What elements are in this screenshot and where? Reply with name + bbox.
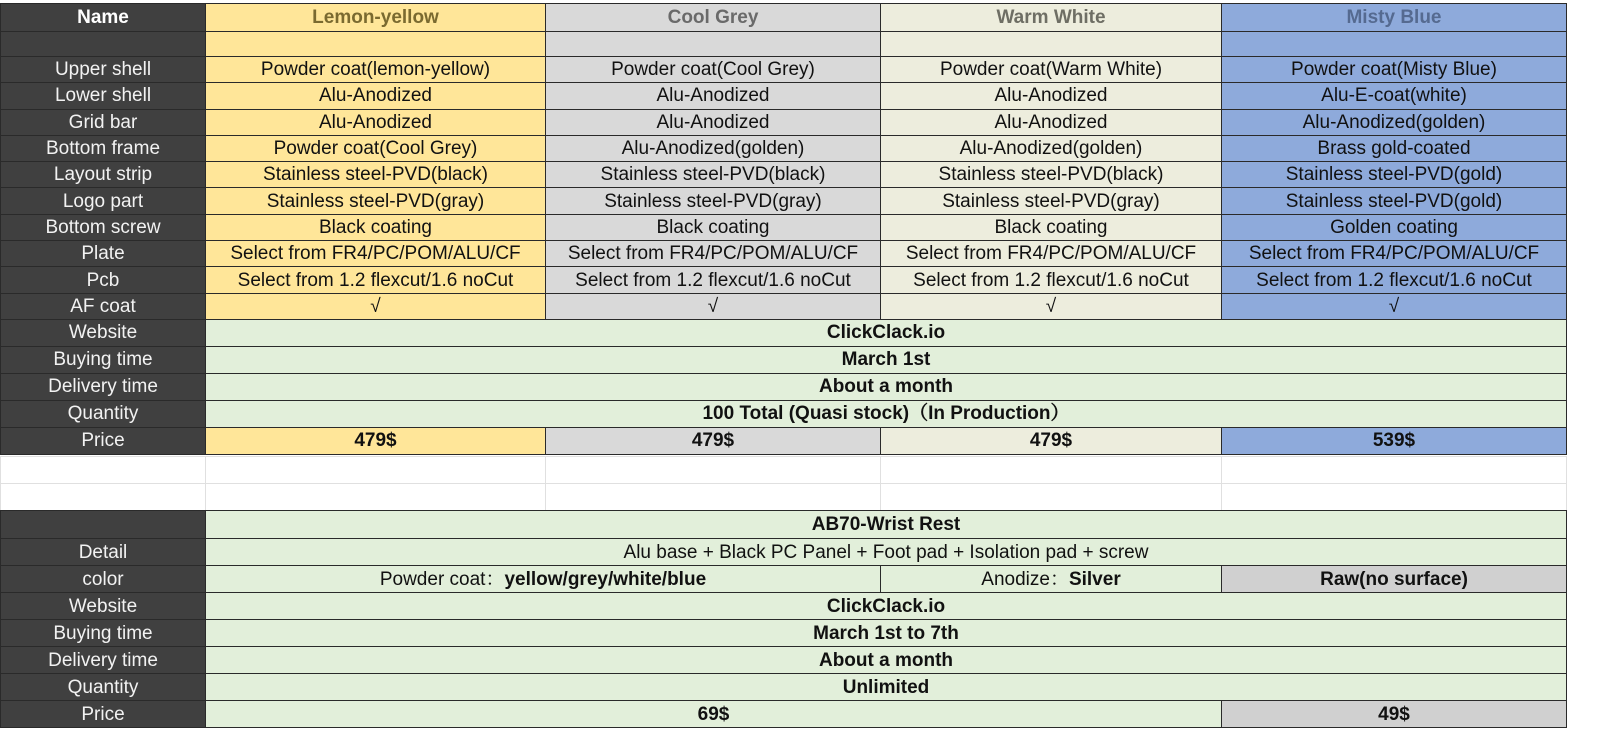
powder-coat-prefix: Powder coat： — [379, 568, 505, 590]
spec-row — [1, 162, 1567, 188]
blank-cell[interactable] — [546, 484, 881, 511]
blank-cell[interactable] — [1222, 484, 1567, 511]
empty-label-cell[interactable] — [1, 511, 206, 539]
spec-cell-warm-white[interactable]: Alu-Anodized(golden) — [881, 135, 1222, 161]
anodize-prefix: Anodize： — [981, 568, 1069, 590]
delivery-time-value[interactable]: About a month — [206, 373, 1567, 400]
price-warm-white[interactable]: 479$ — [881, 427, 1222, 454]
wrist-rest-title-row — [1, 511, 1567, 539]
blank-cell[interactable] — [206, 457, 546, 484]
buying-time-value[interactable]: March 1st — [206, 346, 1567, 373]
spec-label[interactable]: Plate — [1, 241, 206, 267]
spec-cell-lemon-yellow[interactable]: Black coating — [206, 214, 546, 240]
spec-cell-lemon-yellow[interactable]: Stainless steel-PVD(black) — [206, 162, 546, 188]
spec-cell-cool-grey[interactable]: Stainless steel-PVD(gray) — [546, 188, 881, 214]
col-header-warm-white[interactable]: Warm White — [881, 4, 1222, 32]
delivery-time-label[interactable]: Delivery time — [1, 647, 206, 674]
spec-cell-warm-white[interactable]: Powder coat(Warm White) — [881, 57, 1222, 83]
spec-cell-cool-grey[interactable]: Select from 1.2 flexcut/1.6 noCut — [546, 267, 881, 293]
spec-row — [1, 83, 1567, 109]
website-value[interactable]: ClickClack.io — [206, 593, 1567, 620]
buying-time-label[interactable]: Buying time — [1, 620, 206, 647]
spec-label[interactable]: Pcb — [1, 267, 206, 293]
spec-cell-misty-blue[interactable]: Select from 1.2 flexcut/1.6 noCut — [1222, 267, 1567, 293]
blank-cell[interactable] — [1, 457, 206, 484]
spec-cell-lemon-yellow[interactable]: Powder coat(lemon-yellow) — [206, 57, 546, 83]
spec-label[interactable]: Layout strip — [1, 162, 206, 188]
blank-rows — [0, 456, 1567, 511]
spec-cell-misty-blue[interactable]: √ — [1222, 293, 1567, 319]
empty-cell[interactable] — [546, 32, 881, 57]
spec-label[interactable]: AF coat — [1, 293, 206, 319]
wr-quantity-row — [1, 674, 1567, 701]
spec-label[interactable]: Grid bar — [1, 109, 206, 135]
spec-cell-misty-blue[interactable]: Select from FR4/PC/POM/ALU/CF — [1222, 241, 1567, 267]
price-label[interactable]: Price — [1, 427, 206, 454]
wrist-rest-table — [0, 510, 1567, 728]
spec-cell-misty-blue[interactable]: Golden coating — [1222, 214, 1567, 240]
spec-cell-lemon-yellow[interactable]: Select from FR4/PC/POM/ALU/CF — [206, 241, 546, 267]
blank-cell[interactable] — [206, 484, 546, 511]
spec-cell-cool-grey[interactable]: Stainless steel-PVD(black) — [546, 162, 881, 188]
blank-cell[interactable] — [881, 484, 1222, 511]
blank-cell[interactable] — [1, 484, 206, 511]
spec-cell-lemon-yellow[interactable]: Stainless steel-PVD(gray) — [206, 188, 546, 214]
spec-cell-lemon-yellow[interactable]: Alu-Anodized — [206, 109, 546, 135]
spec-row — [1, 214, 1567, 240]
website-label[interactable]: Website — [1, 319, 206, 346]
spec-cell-warm-white[interactable]: Stainless steel-PVD(black) — [881, 162, 1222, 188]
spec-row — [1, 267, 1567, 293]
spec-cell-warm-white[interactable]: √ — [881, 293, 1222, 319]
website-label[interactable]: Website — [1, 593, 206, 620]
name-header[interactable]: Name — [1, 4, 206, 32]
spec-cell-misty-blue[interactable]: Powder coat(Misty Blue) — [1222, 57, 1567, 83]
spec-row — [1, 293, 1567, 319]
price-cool-grey[interactable]: 479$ — [546, 427, 881, 454]
detail-value[interactable]: Alu base + Black PC Panel + Foot pad + Isolation pad + screw — [206, 539, 1567, 566]
spec-label[interactable]: Logo part — [1, 188, 206, 214]
quantity-label[interactable]: Quantity — [1, 674, 206, 701]
spec-cell-cool-grey[interactable]: Black coating — [546, 214, 881, 240]
price-lemon-yellow[interactable]: 479$ — [206, 427, 546, 454]
buying-time-row — [1, 346, 1567, 373]
wr-delivery-time-row — [1, 647, 1567, 674]
buying-time-value[interactable]: March 1st to 7th — [206, 620, 1567, 647]
spec-label[interactable]: Bottom frame — [1, 135, 206, 161]
blank-row — [1, 457, 1567, 484]
spec-cell-lemon-yellow[interactable]: √ — [206, 293, 546, 319]
spec-cell-cool-grey[interactable]: √ — [546, 293, 881, 319]
spec-cell-lemon-yellow[interactable]: Select from 1.2 flexcut/1.6 noCut — [206, 267, 546, 293]
quantity-value[interactable]: 100 Total (Quasi stock)（In Production） — [206, 400, 1567, 427]
wr-buying-time-row — [1, 620, 1567, 647]
price-raw[interactable]: 49$ — [1222, 701, 1567, 728]
blank-cell[interactable] — [1222, 457, 1567, 484]
spec-cell-lemon-yellow[interactable]: Powder coat(Cool Grey) — [206, 135, 546, 161]
buying-time-label[interactable]: Buying time — [1, 346, 206, 373]
spec-label[interactable]: Bottom screw — [1, 214, 206, 240]
spec-cell-misty-blue[interactable]: Alu-Anodized(golden) — [1222, 109, 1567, 135]
spec-label[interactable]: Upper shell — [1, 57, 206, 83]
powder-coat-colors: yellow/grey/white/blue — [504, 568, 707, 590]
spec-cell-cool-grey[interactable]: Select from FR4/PC/POM/ALU/CF — [546, 241, 881, 267]
col-header-misty-blue[interactable]: Misty Blue — [1222, 4, 1567, 32]
quantity-value[interactable]: Unlimited — [206, 674, 1567, 701]
delivery-time-value[interactable]: About a month — [206, 647, 1567, 674]
price-main[interactable]: 69$ — [206, 701, 1222, 728]
spec-cell-warm-white[interactable]: Alu-Anodized — [881, 109, 1222, 135]
empty-cell[interactable] — [881, 32, 1222, 57]
blank-cell[interactable] — [546, 457, 881, 484]
header-row — [1, 4, 1567, 32]
spec-cell-misty-blue[interactable]: Alu-E-coat(white) — [1222, 83, 1567, 109]
color-row — [1, 566, 1567, 593]
color-powder-coat[interactable] — [206, 566, 881, 593]
spec-row — [1, 57, 1567, 83]
color-anodize[interactable] — [881, 566, 1222, 593]
website-row — [1, 319, 1567, 346]
price-misty-blue[interactable]: 539$ — [1222, 427, 1567, 454]
spec-cell-warm-white[interactable]: Select from FR4/PC/POM/ALU/CF — [881, 241, 1222, 267]
spec-cell-cool-grey[interactable]: Alu-Anodized(golden) — [546, 135, 881, 161]
wrist-rest-title[interactable]: AB70-Wrist Rest — [206, 511, 1567, 539]
spacer-row — [1, 32, 1567, 57]
spec-row — [1, 135, 1567, 161]
spec-cell-cool-grey[interactable]: Alu-Anodized — [546, 83, 881, 109]
spec-label[interactable]: Lower shell — [1, 83, 206, 109]
delivery-time-row — [1, 373, 1567, 400]
spec-cell-warm-white[interactable]: Select from 1.2 flexcut/1.6 noCut — [881, 267, 1222, 293]
anodize-value: Silver — [1068, 568, 1121, 590]
wr-website-row — [1, 593, 1567, 620]
col-header-lemon-yellow[interactable]: Lemon-yellow — [206, 4, 546, 32]
spec-cell-lemon-yellow[interactable]: Alu-Anodized — [206, 83, 546, 109]
spec-row — [1, 188, 1567, 214]
spec-cell-cool-grey[interactable]: Alu-Anodized — [546, 109, 881, 135]
spec-row — [1, 241, 1567, 267]
website-value[interactable]: ClickClack.io — [206, 319, 1567, 346]
wr-price-row — [1, 701, 1567, 728]
spec-cell-cool-grey[interactable]: Powder coat(Cool Grey) — [546, 57, 881, 83]
price-label[interactable]: Price — [1, 701, 206, 728]
spec-row — [1, 109, 1567, 135]
keyboard-variants-table — [0, 3, 1567, 455]
empty-cell[interactable] — [1222, 32, 1567, 57]
detail-label[interactable]: Detail — [1, 539, 206, 566]
spec-cell-warm-white[interactable]: Black coating — [881, 214, 1222, 240]
delivery-time-label[interactable]: Delivery time — [1, 373, 206, 400]
spec-cell-misty-blue[interactable]: Stainless steel-PVD(gold) — [1222, 162, 1567, 188]
blank-cell[interactable] — [881, 457, 1222, 484]
quantity-label[interactable]: Quantity — [1, 400, 206, 427]
detail-row — [1, 539, 1567, 566]
empty-label-cell[interactable] — [1, 32, 206, 57]
spec-cell-warm-white[interactable]: Alu-Anodized — [881, 83, 1222, 109]
col-header-cool-grey[interactable]: Cool Grey — [546, 4, 881, 32]
spec-cell-misty-blue[interactable]: Brass gold-coated — [1222, 135, 1567, 161]
quantity-row — [1, 400, 1567, 427]
color-label[interactable]: color — [1, 566, 206, 593]
spec-cell-misty-blue[interactable]: Stainless steel-PVD(gold) — [1222, 188, 1567, 214]
color-raw[interactable]: Raw(no surface) — [1222, 566, 1567, 593]
blank-row — [1, 484, 1567, 511]
price-row — [1, 427, 1567, 454]
spec-cell-warm-white[interactable]: Stainless steel-PVD(gray) — [881, 188, 1222, 214]
empty-cell[interactable] — [206, 32, 546, 57]
